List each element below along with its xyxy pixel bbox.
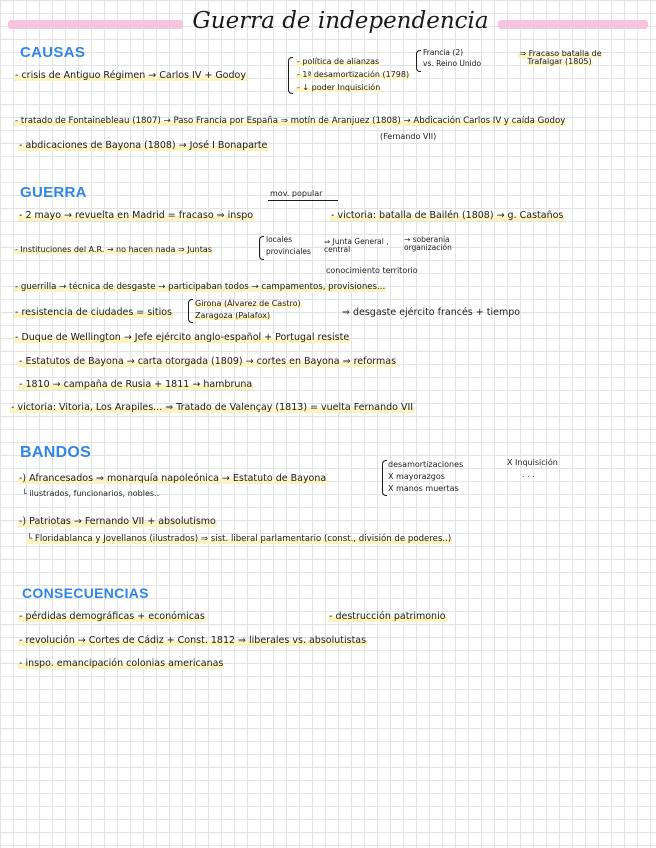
junta-general-central: ⇒ Junta General , central [324, 237, 389, 255]
ellipsis: . . . [522, 470, 535, 479]
guerra-line-3: - guerrilla → técnica de desgaste → participaban todos → campamentos, provisiones... [15, 282, 386, 292]
brace [416, 50, 421, 72]
causas-branch-3: - ↓ poder Inquisición [297, 83, 381, 92]
section-heading-bandos: BANDOS [20, 444, 92, 461]
page-title: Guerra de independencia [192, 8, 489, 34]
sitios-result: ⇒ desgaste ejército francés + tiempo [342, 307, 521, 318]
conocimiento-territorio: conocimiento territorio [326, 266, 418, 275]
title-bar-right [498, 20, 648, 29]
juntas-locales: locales [266, 235, 292, 244]
guerra-line-5: - Duque de Wellington → Jefe ejército anglo-español + Portugal resiste [15, 332, 350, 343]
bandos-patriotas: -) Patriotas → Fernando VII + absolutismo [19, 516, 216, 527]
causas-line-2-sub: (Fernando VII) [380, 132, 437, 141]
alliance-line-2: vs. Reino Unido [423, 59, 482, 68]
guerra-line-7: - 1810 → campaña de Rusia + 1811 → hambruna [19, 379, 253, 390]
guerra-line-1-right: - victoria: batalla de Bailén (1808) → g. Castaños [331, 210, 564, 221]
causas-line-2: - tratado de Fontainebleau (1807) → Paso Francia por España ⇒ motín de Aranjuez (1808) → Abdicación Carlos IV y caída Godoy [15, 116, 566, 126]
consecuencias-line-1-right: - destrucción patrimonio [329, 611, 446, 622]
title-banner [0, 8, 656, 38]
consecuencias-line-1: - pérdidas demográficas + económicas [19, 611, 205, 622]
causas-line-3: - abdicaciones de Bayona (1808) → José I Bonaparte [19, 140, 268, 151]
alliance-line-1: Francia (2) [423, 48, 464, 57]
trafalgar-result: ⇒ Fracaso batalla de Trafalgar (1805) [519, 49, 602, 67]
juntas-provinciales: provinciales [266, 247, 311, 256]
section-heading-consecuencias: CONSECUENCIAS [22, 585, 149, 601]
guerra-line-2: - Instituciones del A.R. → no hacen nada ⇒ Juntas [15, 245, 212, 254]
consecuencias-line-3: - inspo. emancipación colonias americanas [19, 658, 224, 669]
causas-branch-1: - política de alianzas [297, 57, 380, 66]
bandos-afrancesados-sub: └ ilustrados, funcionarios, nobles.. [22, 489, 160, 498]
mov-popular-note: mov. popular [270, 189, 323, 198]
brace [288, 57, 293, 94]
x-inquisicion: X Inquisición [507, 458, 558, 467]
mov-popular-underline [268, 200, 338, 201]
measure-mayorazgos: X mayorazgos [388, 472, 445, 481]
bandos-patriotas-sub: └ Floridablanca y Jovellanos (ilustrados) ⇒ sist. liberal parlamentario (const., división de poderes..) [27, 534, 452, 544]
measure-desamortizaciones: desamortizaciones [388, 460, 464, 469]
brace [188, 299, 193, 323]
sitio-zaragoza: Zaragoza (Palafox) [195, 311, 271, 320]
brace [382, 460, 387, 496]
section-heading-causas: CAUSAS [20, 44, 86, 61]
guerra-line-6: - Estatutos de Bayona → carta otorgada (1809) → cortes en Bayona ⇒ reformas [19, 356, 397, 367]
guerra-line-1: - 2 mayo → revuelta en Madrid = fracaso ⇒ inspo [19, 210, 254, 221]
brace [259, 236, 264, 260]
sitio-girona: Girona (Álvarez de Castro) [195, 299, 301, 308]
causas-line-1: - crisis de Antiguo Régimen → Carlos IV + Godoy [15, 70, 246, 81]
causas-branch-2: - 1ª desamortización (1798) [297, 70, 410, 79]
title-bar-left [8, 20, 183, 29]
measure-manos-muertas: X manos muertas [388, 484, 459, 493]
guerra-line-8: - victoria: Vitoria, Los Arapiles... ⇒ Tratado de Valençay (1813) = vuelta Fernando VII [11, 402, 414, 413]
bandos-afrancesados: -) Afrancesados ⇒ monarquía napoleónica → Estatuto de Bayona [19, 473, 327, 484]
soberania-organizacion: → soberanía organización [404, 235, 452, 253]
section-heading-guerra: GUERRA [20, 184, 87, 201]
guerra-line-4: - resistencia de ciudades = sitios [15, 307, 172, 318]
consecuencias-line-2: - revolución → Cortes de Cádiz + Const. 1812 ⇒ liberales vs. absolutistas [19, 635, 367, 646]
